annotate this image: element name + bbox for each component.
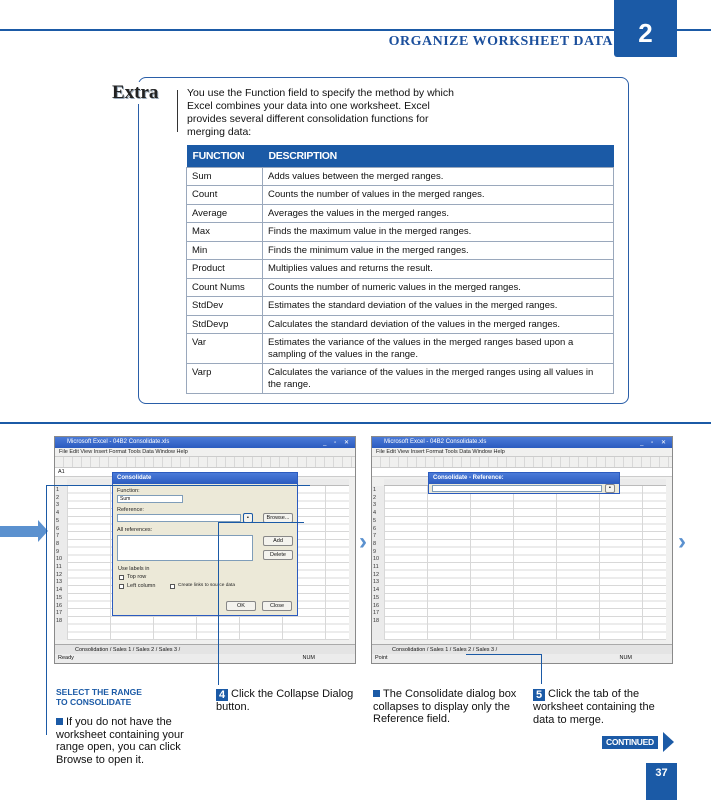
window-title: Microsoft Excel - 04B2 Consolidate.xls xyxy=(67,439,170,445)
callout-line xyxy=(46,485,310,486)
tip-collapse xyxy=(373,688,523,726)
top-rule xyxy=(0,29,711,31)
add-button[interactable]: Add xyxy=(263,536,293,546)
close-button[interactable]: Close xyxy=(262,601,292,611)
delete-button[interactable]: Delete xyxy=(263,550,293,560)
function-description-cell: Calculates the standard deviation of the values in the merged ranges. xyxy=(263,315,614,334)
table-row xyxy=(187,167,614,186)
collapsed-consolidate-dialog xyxy=(428,472,620,494)
function-description-cell: Estimates the variance of the values in the merged ranges based upon a sampling of the values in the range. xyxy=(263,334,614,364)
toolbar[interactable] xyxy=(372,457,672,468)
function-description-cell: Finds the maximum value in the merged ranges. xyxy=(263,223,614,242)
function-name-cell: Count xyxy=(187,186,263,205)
function-name-cell: Sum xyxy=(187,167,263,186)
expand-dialog-button[interactable]: ▪ xyxy=(605,484,615,493)
consolidate-dialog xyxy=(112,472,298,616)
section-rule xyxy=(0,422,711,424)
worksheet-grid[interactable] xyxy=(372,486,666,640)
num-lock-indicator: NUM xyxy=(619,655,632,661)
function-description-cell: Estimates the standard deviation of the values in the merged ranges. xyxy=(263,297,614,316)
dialog-title: Consolidate - Reference: xyxy=(429,473,619,484)
page-number: 37 xyxy=(646,763,677,800)
bullet-square-icon xyxy=(56,718,63,725)
function-name-cell: Product xyxy=(187,260,263,279)
function-name-cell: StdDevp xyxy=(187,315,263,334)
status-bar xyxy=(55,654,355,663)
top-row-label: Top row xyxy=(127,574,147,580)
step-5 xyxy=(533,688,668,726)
table-row xyxy=(187,297,614,316)
row-numbers: 1 2 3 4 5 6 7 8 9 10 11 12 13 14 15 16 17 18 xyxy=(373,487,380,624)
extra-intro: You use the Function field to specify the method by which Excel combines your data into one worksheet. Excel provides several different consolidation functions for merging data: xyxy=(187,87,454,138)
function-name-cell: Min xyxy=(187,241,263,260)
function-description-cell: Calculates the variance of the values in the merged ranges using all values in the range. xyxy=(263,364,614,394)
step-4 xyxy=(216,688,361,714)
callout-line xyxy=(218,522,219,685)
function-name-cell: Max xyxy=(187,223,263,242)
function-description-cell: Multiplies values and returns the result. xyxy=(263,260,614,279)
extra-label: Extra xyxy=(112,82,159,103)
callout-line xyxy=(46,485,47,735)
status-text: Point xyxy=(375,655,388,661)
table-row xyxy=(187,204,614,223)
reference-input[interactable] xyxy=(432,485,602,492)
function-description-cell: Counts the number of numeric values in the merged ranges. xyxy=(263,278,614,297)
toolbar[interactable] xyxy=(55,457,355,468)
table-row xyxy=(187,186,614,205)
function-name-cell: Varp xyxy=(187,364,263,394)
status-text: Ready xyxy=(58,655,74,661)
step-5-text: Click the tab of the worksheet containing the data to merge. xyxy=(533,688,655,726)
tip-browse xyxy=(56,716,196,766)
step-4-text: Click the Collapse Dialog button. xyxy=(216,688,354,713)
function-name-cell: StdDev xyxy=(187,297,263,316)
window-controls[interactable]: _ ▫ ✕ xyxy=(640,440,669,446)
dialog-title: Consolidate xyxy=(113,473,297,484)
bullet-square-icon xyxy=(373,690,380,697)
window-title: Microsoft Excel - 04B2 Consolidate.xls xyxy=(384,439,487,445)
extra-divider xyxy=(177,90,178,132)
menu-bar[interactable]: File Edit View Insert Format Tools Data Window Help xyxy=(55,448,355,457)
all-references-list[interactable] xyxy=(117,535,253,561)
window-titlebar xyxy=(55,437,355,448)
chevron-right-icon: › xyxy=(359,528,367,555)
continued-label: CONTINUED xyxy=(602,736,658,749)
reference-input[interactable] xyxy=(117,514,241,522)
function-description-cell: Counts the number of values in the merged ranges. xyxy=(263,186,614,205)
table-row xyxy=(187,364,614,394)
browse-button[interactable]: Browse... xyxy=(263,513,293,523)
callout-line xyxy=(218,522,304,523)
steps-section-title xyxy=(56,687,166,707)
sheet-tabs[interactable]: Consolidation / Sales 1 / Sales 2 / Sales 3 / xyxy=(372,644,672,654)
menu-bar[interactable]: File Edit View Insert Format Tools Data Window Help xyxy=(372,448,672,457)
callout-line xyxy=(466,654,541,655)
left-column-checkbox[interactable] xyxy=(119,584,124,589)
ok-button[interactable]: OK xyxy=(226,601,256,611)
function-select[interactable]: Sum xyxy=(117,495,183,503)
table-row xyxy=(187,315,614,334)
name-box[interactable]: A1 xyxy=(55,468,355,477)
step-number-badge: 4 xyxy=(216,689,228,701)
continued-arrow-icon xyxy=(663,732,674,752)
steps-title-line-2: TO CONSOLIDATE xyxy=(56,697,132,707)
function-description-cell: Averages the values in the merged ranges. xyxy=(263,204,614,223)
tip-browse-text: If you do not have the worksheet containing your range open, you can click Browse to open it. xyxy=(56,716,184,766)
table-row xyxy=(187,260,614,279)
function-name-cell: Count Nums xyxy=(187,278,263,297)
window-controls[interactable]: _ ▫ ✕ xyxy=(323,440,352,446)
callout-line xyxy=(541,654,542,684)
row-numbers: 1 2 3 4 5 6 7 8 9 10 11 12 13 14 15 16 17 18 xyxy=(56,487,63,624)
function-description-cell: Finds the minimum value in the merged ranges. xyxy=(263,241,614,260)
excel-screenshot-1 xyxy=(54,436,356,664)
reference-label: Reference: xyxy=(117,507,144,513)
collapse-dialog-button[interactable]: ▪ xyxy=(243,513,253,523)
chevron-right-icon: › xyxy=(678,528,686,555)
window-titlebar xyxy=(372,437,672,448)
tip-collapse-text: The Consolidate dialog box collapses to display only the Reference field. xyxy=(373,688,517,725)
table-header-function: FUNCTION xyxy=(187,145,263,167)
sheet-tabs[interactable]: Consolidation / Sales 1 / Sales 2 / Sales 3 / xyxy=(55,644,355,654)
left-column-label: Left column xyxy=(127,583,156,589)
step-number-badge: 5 xyxy=(533,689,545,701)
steps-title-line-1: SELECT THE RANGE xyxy=(56,687,142,697)
status-bar xyxy=(372,654,672,663)
flow-arrow-body xyxy=(0,526,42,537)
function-label: Function: xyxy=(117,488,140,494)
top-row-checkbox[interactable] xyxy=(119,575,124,580)
chapter-tab: 2 xyxy=(614,0,677,57)
use-labels-label: Use labels in xyxy=(118,566,150,572)
function-name-cell: Average xyxy=(187,204,263,223)
table-header-description: DESCRIPTION xyxy=(263,145,614,167)
table-row xyxy=(187,241,614,260)
create-links-checkbox[interactable] xyxy=(170,584,175,589)
create-links-label: Create links to source data xyxy=(178,583,236,588)
function-name-cell: Var xyxy=(187,334,263,364)
function-description-cell: Adds values between the merged ranges. xyxy=(263,167,614,186)
table-row xyxy=(187,334,614,364)
excel-screenshot-2 xyxy=(371,436,673,664)
function-table xyxy=(186,145,614,394)
num-lock-indicator: NUM xyxy=(302,655,315,661)
section-title: ORGANIZE WORKSHEET DATA xyxy=(388,34,613,49)
all-references-label: All references: xyxy=(117,527,153,533)
table-row xyxy=(187,223,614,242)
table-row xyxy=(187,278,614,297)
